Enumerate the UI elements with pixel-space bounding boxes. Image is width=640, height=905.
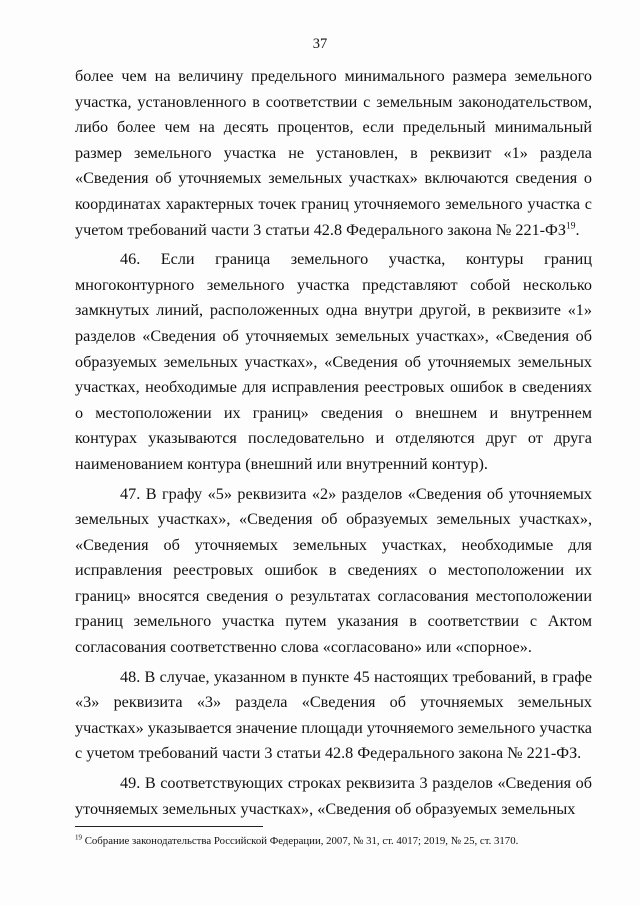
paragraph-47: 47. В графу «5» реквизита «2» разделов «Сведения об уточняемых земельных участках», «Сведения об образуемых земельных участках», «Сведения об уточняемых земельных участках, необходимые для исправления реестровых ошибок в сведениях о местоположении их границ» вносятся сведения о результатах согласования местоположении границ земельного участка путем указания в соответствии с Актом согласования соответственно слова «согласовано» или «спорное». — [75, 484, 592, 657]
footnote-separator — [75, 826, 263, 827]
paragraph-46: 46. Если граница земельного участка, контуры границ многоконтурного земельного участка представляют собой несколько замкнутых линий, расположенных одна внутри другой, в реквизите «1» разделов «Сведения об уточняемых земельных участках», «Сведения об образуемых земельных участках», «Сведения об уточняемых земельных участках, необходимые для исправления реестровых ошибок в сведениях о местоположении их границ» сведения о внешнем и внутреннем контурах указываются последовательно и отделяются друг от друга наименованием контура (внешний или внутренний контур). — [75, 250, 592, 473]
paragraph-continuation: более чем на величину предельного минимального размера земельного участка, установленного в соответствии с земельным законодательством, либо более чем на десять процентов, если предельный минимальный размер земельного участка не установлен, в реквизит «1» раздела «Сведения об уточняемых земельных участках» включаются сведения о координатах характерных точек границ уточняемого земельного участка с учетом требований части 3 статьи 42.8 Федерального закона № 221-ФЗ$^{19}$. — [75, 67, 592, 239]
footnote — [75, 834, 595, 848]
footnote-marker: 19 — [75, 833, 82, 842]
paragraph-48: 48. В случае, указанном в пункте 45 настоящих требований, в графе «3» реквизита «3» раздела «Сведения об уточняемых земельных участках» указывается значение площади уточняемого земельного участка с учетом требований части 3 статьи 42.8 Федерального закона № 221-ФЗ. — [75, 667, 592, 763]
paragraph-49: 49. В соответствующих строках реквизита 3 разделов «Сведения об уточняемых земельных участках», «Сведения об образуемых земельных — [75, 774, 592, 818]
paragraph-text: более чем на величину предельного минимального размера земельного участка, установленного в соответствии с земельным законодательством, либо более чем на десять процентов, если предельный минимальный размер земельного участка не установлен, в реквизит «1» раздела «Сведения об уточняемых земельных участках» включаются сведения о координатах характерных точек границ уточняемого земельного участка с учетом требований части 3 статьи 42.8 Федерального закона № 221-ФЗ — [75, 67, 592, 239]
document-body — [75, 64, 592, 822]
footnote-reference: 19 — [565, 221, 576, 232]
footnote-text: Собрание законодательства Российской Федерации, 2007, № 31, ст. 4017; 2019, № 25, ст. 3170. — [82, 835, 519, 847]
page-number: 37 — [312, 36, 328, 52]
